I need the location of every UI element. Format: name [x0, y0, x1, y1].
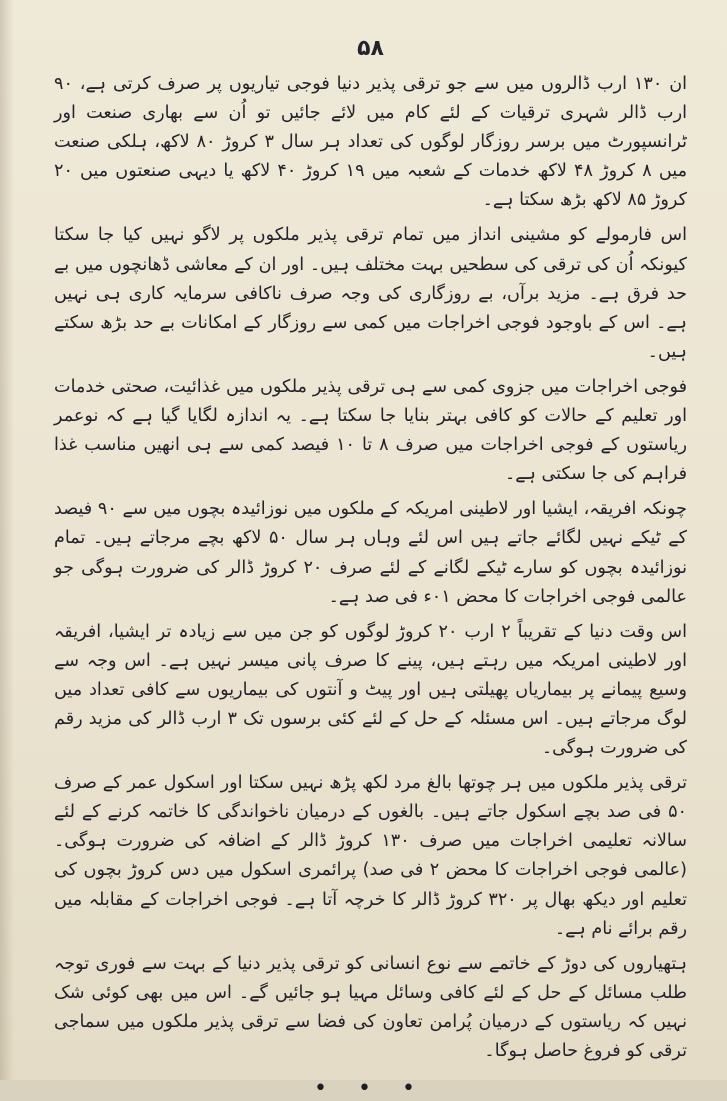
page-number: ۵۸	[357, 36, 384, 61]
paragraph-6: ترقی پذیر ملکوں میں ہر چوتھا بالغ مرد لکھ پڑھ نہیں سکتا اور اسکول عمر کے صرف ۵۰ فی صد بچے اسکول جاتے ہیں۔ بالغوں کے درمیان ناخواندگی کا خاتمہ کرنے کے لئے سالانہ تعلیمی اخراجات میں صرف ۱۳۰ کروڑ ڈالر کے اضافہ کی ضرورت ہوگی۔ (عالمی فوجی اخراجات کا محض ۲ فی صد) پرائمری اسکول میں دس کروڑ بچوں کی تعلیم اور دیکھ بھال پر ۳۲۰ کروڑ ڈالر کا خرچہ آتا ہے۔ فوجی اخراجات کے مقابلہ میں رقم برائے نام ہے۔	[54, 773, 688, 939]
paragraph-3: فوجی اخراجات میں جزوی کمی سے ہی ترقی پذیر ملکوں میں غذائیت، صحتی خدمات اور تعلیم کے حالات کو کافی بہتر بنایا جا سکتا ہے۔ یہ اندازہ لگایا گیا ہے کہ نوعمر ریاستوں کے فوجی اخراجات میں صرف ۸ تا ۱۰ فیصد کمی سے ہی انھیں مناسب غذا فراہم کی جا سکتی ہے۔	[54, 376, 687, 485]
paragraph-5: اس وقت دنیا کے تقریباً ۲ ارب ۲۰ کروڑ لوگوں کو جن میں سے زیادہ تر ایشیا، افریقہ اور لاطینی امریکہ میں رہتے ہیں، پینے کا صرف پانی میسر نہیں ہے۔ اس وجہ سے وسیع پیمانے پر بیماریاں پھیلتی ہیں اور پیٹ و آنتوں کی بیماریوں سے کافی تعداد میں لوگ مرجاتے ہیں۔ اس مسئلہ کے حل کے لئے کئی برسوں تک ۳ ارب ڈالر کی مزید رقم کی ضرورت ہوگی۔	[54, 621, 687, 759]
paragraph-7: ہتھیاروں کی دوڑ کے خاتمے سے نوع انسانی کو ترقی پذیر دنیا کے بہت سے فوری توجہ طلب مسائل کے حل کے لئے کافی وسائل مہیا ہو جائیں گے۔ اس میں بھی کوئی شک نہیں کہ ریاستوں کے درمیان پُرامن تعاون کی فضا سے ترقی پذیر ملکوں میں سماجی ترقی کو فروغ حاصل ہوگا۔	[54, 953, 687, 1061]
paragraph-1: ان ۱۳۰ ارب ڈالروں میں سے جو ترقی پذیر دنیا فوجی تیاریوں پر صرف کرتی ہے، ۹۰ ارب ڈالر شہری ترقیات کے لئے کام میں لائے جائیں تو اُن سے بھاری صنعت اور ٹرانسپورٹ میں برسر روزگار لوگوں کی تعداد ہر سال ۳ کروڑ ۸۰ لاکھ، ہلکی صنعت میں ۸ کروڑ ۴۸ لاکھ خدمات کے شعبہ میں ۱۹ کروڑ ۴۰ لاکھ یا دیہی صنعتوں میں ۲۰ کروڑ ۸۵ لاکھ بڑھ سکتا ہے۔	[54, 74, 688, 211]
body-text	[54, 70, 687, 1066]
paragraph-4: چونکہ افریقہ، ایشیا اور لاطینی امریکہ کے ملکوں میں نوزائیدہ بچوں میں سے ۹۰ فیصد کے ٹیکے نہیں لگائے جاتے ہیں اس لئے وہاں ہر سال ۵۰ لاکھ بچے مرجاتے ہیں۔ تمام نوزائیدہ بچوں کو سارے ٹیکے لگانے کے لئے صرف ۲۰ کروڑ ڈالر کی ضرورت ہوگی جو عالمی فوجی اخراجات کا محض ۰۱ء فی صد ہے۔	[54, 499, 688, 607]
paragraph-2: اس فارمولے کو مشینی انداز میں تمام ترقی پذیر ملکوں پر لاگو نہیں کیا جا سکتا کیونکہ اُن کی ترقی کی سطحیں بہت مختلف ہیں۔ اور ان کے معاشی ڈھانچوں میں بے حد فرق ہے۔ مزید برآں، بے روزگاری کی وجہ صرف ناکافی سرمایہ کاری ہی نہیں ہے۔ اس کے باوجود فوجی اخراجات میں کمی سے روزگار کے امکانات بے حد بڑھ سکتے ہیں۔	[54, 225, 687, 362]
end-ornament: • • •	[314, 1076, 427, 1101]
